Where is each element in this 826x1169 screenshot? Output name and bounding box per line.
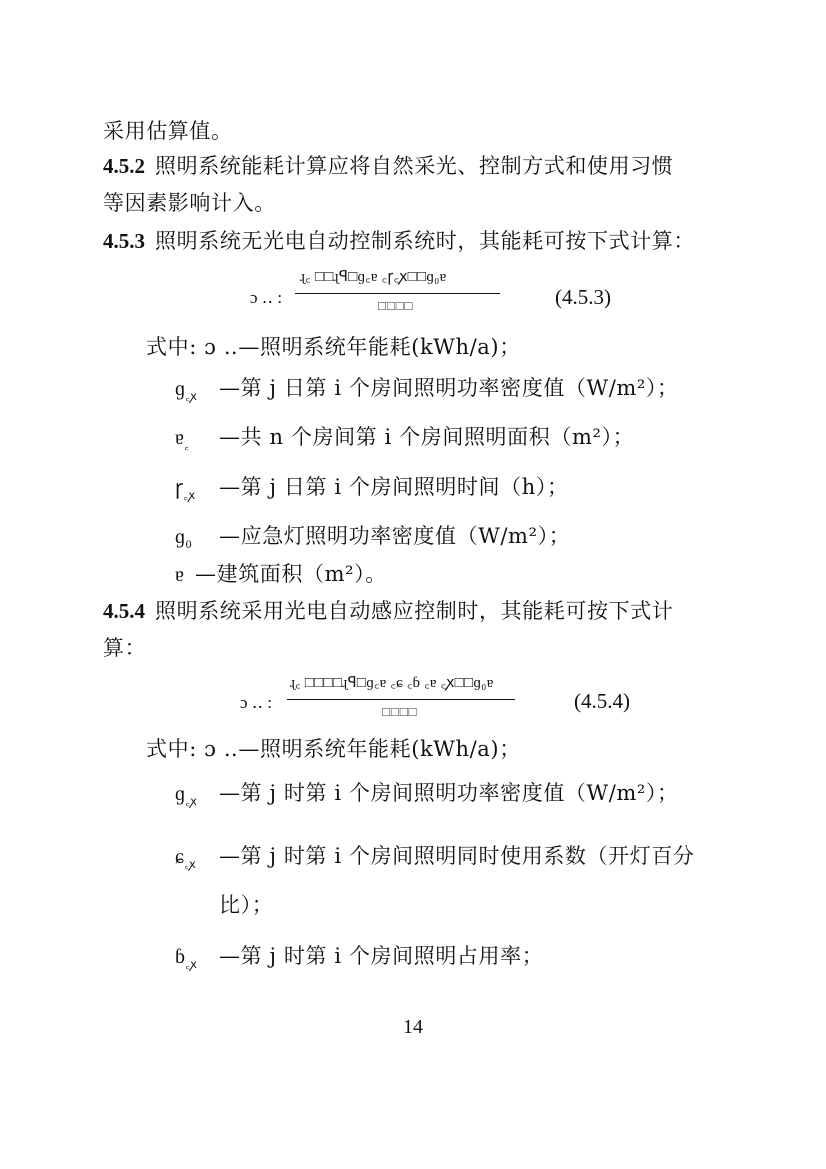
formula-denominator: □□□□: [382, 704, 418, 719]
symbol: ɕ$_{꜀ꭗ}$: [175, 846, 197, 871]
definition-item: ꞅ$_{꜀ꭗ}$ —第 j 日第 i 个房间照明时间（h）；: [175, 473, 569, 509]
section-text: 照明系统能耗计算应将自然采光、控制方式和使用习惯: [155, 154, 674, 178]
formula-lhs: ɔ ‥ :: [240, 693, 273, 712]
symbol: ɐ: [175, 564, 185, 586]
section-number: 4.5.4: [103, 599, 145, 623]
section-text: 照明系统无光电自动控制系统时，其能耗可按下式计算：: [155, 229, 695, 253]
fraction-bar: [295, 293, 500, 294]
section-4-5-2-line-1: [103, 152, 673, 180]
symbol: ɡ$_0$: [175, 526, 193, 551]
where-clause: 式中: ɔ ‥—照明系统年能耗(kWh/a)；: [146, 335, 521, 359]
formula-numerator: ɻ꜀ □□□□ɻꟼ□ɡ꜀ɐ ꜀ɕ ꜀ɓ ꜀ɐ ꜀ꭗ□□ɡ₀ɐ: [290, 675, 494, 691]
definition-item: ɐ$_꜀$ —共 n 个房间第 i 个房间照明面积（m²）；: [175, 423, 634, 459]
definition-continuation: 比）；: [219, 893, 274, 917]
definition-item: ɕ$_{꜀ꭗ}$ —第 j 时第 i 个房间照明同时使用系数（开灯百分: [175, 842, 695, 878]
formula-lhs: ɔ ‥ :: [250, 288, 283, 307]
formula-numerator: ɻ꜀ □□ɻꟼ□ɡ꜀ɐ ꜀ꞅ꜀ꭗ□□ɡ₀ɐ: [300, 269, 447, 285]
section-number: 4.5.3: [103, 229, 145, 253]
formula-denominator: □□□□: [378, 298, 414, 313]
section-4-5-2-line-2: 等因素影响计入。: [103, 191, 276, 215]
definition-item: ɡ$_{꜀ꭗ}$ —第 j 时第 i 个房间照明功率密度值（W/m²）；: [175, 779, 679, 815]
symbol: ɡ$_{꜀ꭗ}$: [175, 378, 198, 403]
symbol: ꞅ$_{꜀ꭗ}$: [175, 477, 196, 502]
definition-item: ɡ$_0$ —应急灯照明功率密度值（W/m²）；: [175, 522, 570, 558]
symbol: ɐ$_꜀$: [175, 427, 190, 452]
definition-item: ɐ —建筑面积（m²）。: [175, 560, 387, 596]
section-number: 4.5.2: [103, 154, 145, 178]
symbol: ɓ$_{꜀ꭗ}$: [175, 946, 198, 971]
definition-item: ɓ$_{꜀ꭗ}$ —第 j 时第 i 个房间照明占用率；: [175, 942, 543, 978]
paragraph-continuation: 采用估算值。: [103, 119, 233, 143]
section-4-5-3-heading: [103, 227, 695, 255]
section-4-5-4-line-1: [103, 597, 673, 625]
symbol: ɡ$_{꜀ꭗ}$: [175, 783, 198, 808]
where-clause: 式中: ɔ ‥—照明系统年能耗(kWh/a)；: [146, 737, 521, 761]
equation-number: (4.5.3): [555, 285, 611, 309]
section-text: 照明系统采用光电自动感应控制时，其能耗可按下式计: [155, 599, 674, 623]
section-4-5-4-line-2: 算：: [103, 636, 147, 660]
page-number: 14: [403, 1016, 423, 1038]
fraction-bar: [287, 699, 515, 700]
equation-number: (4.5.4): [574, 689, 630, 713]
definition-item: ɡ$_{꜀ꭗ}$ —第 j 日第 i 个房间照明功率密度值（W/m²）；: [175, 374, 679, 410]
